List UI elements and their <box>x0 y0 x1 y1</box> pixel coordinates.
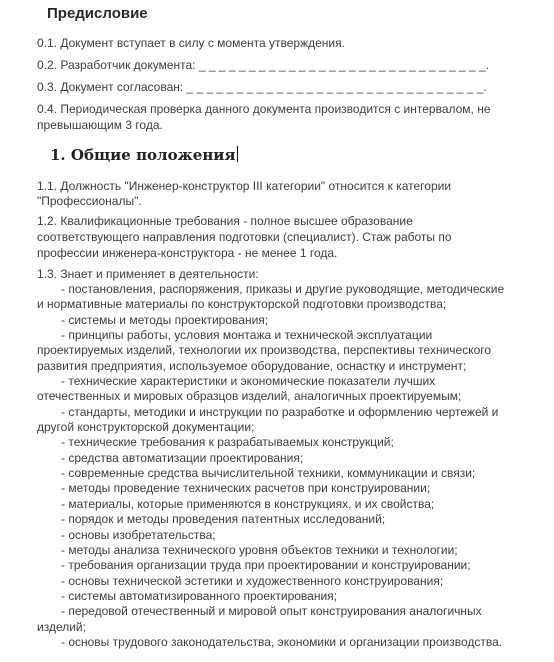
paragraph-0-4-line-2: превышающим 3 года. <box>37 118 163 132</box>
section-1-title: 1. Общие положения <box>50 146 236 164</box>
list-item: проектируемых изделий, технологии их производства, перспективы технического <box>37 343 492 358</box>
paragraph-0-3: 0.3. Документ согласован: _ _ _ _ _ _ _ _ _ _ _ _ _ _ _ _ _ _ _ _ _ _ _ _ _ _ _ _ _ _. <box>37 80 487 94</box>
paragraph-1-2-line-2: соответствующего направления подготовки (специалист). Стаж работы по <box>37 230 452 244</box>
paragraph-0-1: 0.1. Документ вступает в силу с момента утверждения. <box>37 36 345 50</box>
list-item: и нормативные материалы по конструкторской подготовки производства; <box>37 297 447 312</box>
paragraph-1-3-intro: 1.3. Знает и применяет в деятельности: <box>37 267 259 281</box>
list-item: - передовой отечественный и мировой опыт конструирования аналогичных <box>61 604 482 619</box>
list-item: - порядок и методы проведения патентных исследований; <box>61 512 386 527</box>
paragraph-1-1-line-2: "Профессионалы". <box>37 194 142 208</box>
list-item: - материалы, которые применяются в конструкциях, и их свойства; <box>61 496 435 511</box>
paragraph-1-2-line-1: 1.2. Квалификационные требования - полное высшее образование <box>37 214 413 228</box>
list-item: - современные средства вычислительной техники, коммуникации и связи; <box>61 466 476 481</box>
list-item: - стандарты, методики и инструкции по разработке и оформлению чертежей и <box>61 404 499 419</box>
list-item: - технические требования к разрабатываемых конструкций; <box>61 435 394 450</box>
paragraph-1-2-line-3: профессии инженера-конструктора - не менее 1 года. <box>37 246 338 260</box>
list-item: - системы автоматизированного проектирования; <box>61 588 337 603</box>
list-item: - основы трудового законодательства, экономики и организации производства. <box>61 634 503 649</box>
list-item: - системы и методы проектирования; <box>61 312 269 327</box>
list-item: - основы технической эстетики и художественного конструирования; <box>61 573 444 588</box>
section-1-heading <box>50 146 238 164</box>
paragraph-1-1-line-1: 1.1. Должность "Инженер-конструктор III категории" относится к категории <box>37 179 452 193</box>
list-item: - основы изобретательства; <box>61 527 216 542</box>
paragraph-0-2: 0.2. Разработчик документа: _ _ _ _ _ _ _ _ _ _ _ _ _ _ _ _ _ _ _ _ _ _ _ _ _ _ _ _ _. <box>37 58 490 72</box>
list-item: - постановления, распоряжения, приказы и другие руководящие, методические <box>61 282 505 296</box>
list-item: - средства автоматизации проектирования; <box>61 450 304 465</box>
knowledge-list <box>37 282 542 650</box>
list-item: - методы анализа технического уровня объектов техники и технологии; <box>61 542 458 557</box>
list-item: развития предприятия, используемое оборудование, оснастку и инструмент; <box>37 358 467 373</box>
list-item: - методы проведение технических расчетов при конструировании; <box>61 481 431 496</box>
list-item: отечественных и мировых образцов изделий, аналогичных проектируемым; <box>37 389 462 404</box>
text-cursor <box>237 146 238 162</box>
list-item: изделий; <box>37 619 86 634</box>
paragraph-0-4-line-1: 0.4. Периодическая проверка данного документа производится с интервалом, не <box>37 102 491 116</box>
list-item: - принципы работы, условия монтажа и технической эксплуатации <box>61 328 433 343</box>
list-item: - требования организации труда при проектировании и конструировании; <box>61 558 471 573</box>
preface-heading: Предисловие <box>47 5 148 22</box>
list-item: - технические характеристики и экономические показатели лучших <box>61 374 436 389</box>
list-item: другой конструкторской документации; <box>37 420 255 435</box>
